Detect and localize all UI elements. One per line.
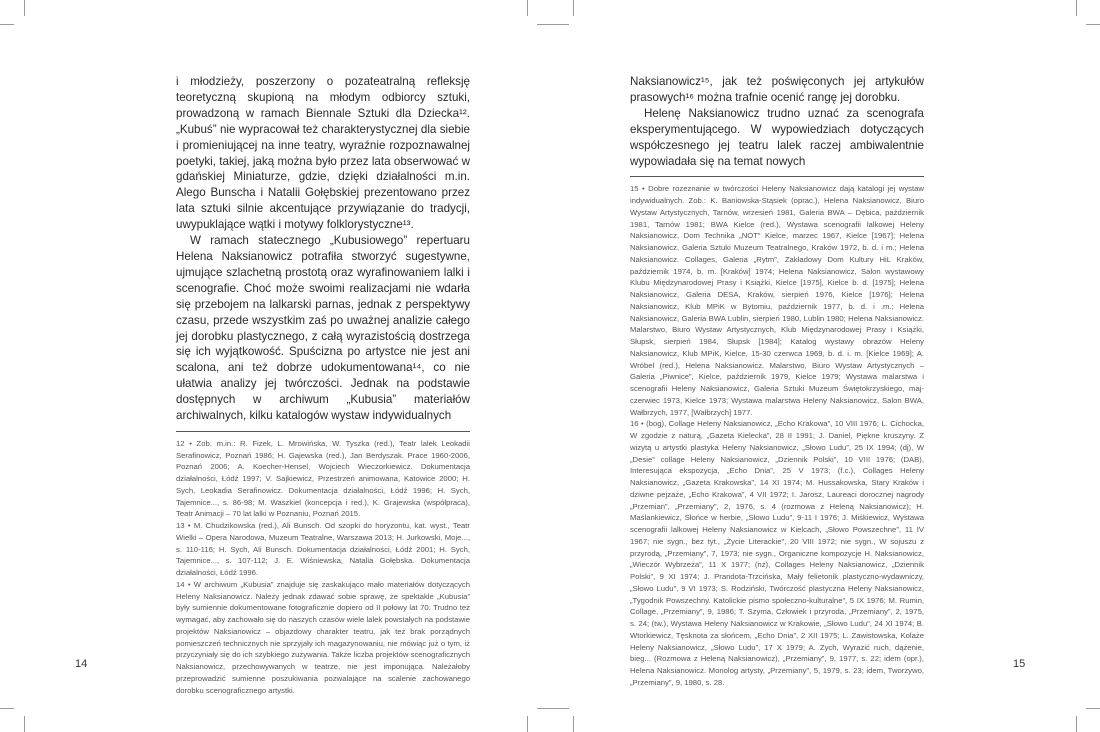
footnote: 16 • (bog), Collage Heleny Naksianowicz, „Echo Krakowa”, 10 VIII 1976; L. Cichocka, W zgodzie z naturą, „Gazeta Kielecka”, 28 II 1991; J. Daniel, Piękne kruszyny. Z wizytą u artystki plastyka Heleny Naksianowicz, „Słowo Ludu”, 25 IX 1994; (dj), W „Desie” collage Heleny Naksianowicz, „Dziennik Polski”, 10 VIII 1976; (DAB), Interesująca ekspozycja, „Echo Dnia”, 25 V 1973; (f.c.), Collages Heleny Naksianowicz, „Gazeta Krakowska”, 14 XI 1974; M. Hussakowska, Stary Kraków i dziwne pejzaże, „Echo Krakowa”, 4 VII 1972; I. Jarosz, Laureaci dorocznej nagrody „Przemian”, „Przemiany”, 2, 1976, s. 4 (rozmowa z Heleną Naksianowicz); H. Maślankiewicz, Słońce w herbie, „Słowo Ludu”, 9-11 I 1976; J. Miśkiewicz, Wystawa scenografii lalkowej Heleny Naksianowicz w Kielcach, „Słowo Powszechne”, 11 IV 1967; nie sygn., bez tyt., „Życie Literackie”, 20 VIII 1972; nie sygn., W sojuszu z przyrodą, „Przemiany”, 7, 1973; nie sygn., Organiczne kompozycje H. Naksianowicz, „Wieczór Wybrzeża”, 11 X 1977; (nz), Collages Heleny Naksianowicz, „Dziennik Polski”, 9 XI 1974; J. Prandota-Trzcińska, Mały felietonik plastyczno-wydawniczy, „Słowo Ludu”, 9 VI 1973; S. Rodziński, Twórczość plastyczna Heleny Naksianowicz, „Tygodnik Powszechny. Katolickie pismo społeczno-kulturalne”, 5 IX 1976; M. Rumin, Collage, „Przemiany”, 9, 1986; T. Szyma, Człowiek i przyroda, „Przemiany”, 2, 1975, s. 24; (tw.), Wystawa Heleny Naksianowicz w Krakowie, „Słowo Ludu”, 24 XI 1974; B. Wtorkiewicz, Tęsknota za słońcem, „Echo Dnia”, 2 XII 1975; L. Zawistowska, Kolaże Heleny Naksianowicz, „Słowo Ludu”, 17 X 1979; A. Zych, Wyrazić ruch, dążenie, bieg... (Rozmowa z Heleną Naksianowicz), „Przemiany”, 9, 1977, s. 22; idem (opr.), Helena Naksianowicz. Monolog artysty, „Przemiany”, 5, 1979, s. 23; idem, Tworzywo, „Przemiany”, 9, 1980, s. 28. <box>630 419 924 687</box>
crop-mark <box>527 0 528 16</box>
footnote-separator <box>176 431 470 432</box>
crop-mark <box>527 716 528 732</box>
body-paragraph: Naksianowicz¹⁵, jak też poświęconych jej artykułów prasowych¹⁶ można trafnie ocenić rangę jej dorobku. <box>630 75 924 104</box>
left-footnotes <box>176 438 470 697</box>
crop-mark <box>537 24 569 25</box>
crop-mark <box>0 24 14 25</box>
crop-mark <box>1086 708 1100 709</box>
crop-mark <box>0 708 14 709</box>
footnote: 12 • Zob. m.in.: R. Fizek, L. Mrowińska, W. Tyszka (red.), Teatr lalek Leokadii Serafinowicz, Poznań 1986; H. Gajewska (red.), Jan Berdyszak. Prace 1960-2006, Poznań 2006; A. Koecher-Hensel, Wojciech Wieczorkiewicz. Dokumentacja działalności, Łódź 1997; V. Sajkiewicz, Przestrzeń animowana, Katowice 2000; H. Sych, Leokadia Serafinowicz. Dokumentacja działalności, Łódź 1996; H. Sych, Tajemnice..., s. 86-98; M. Waszkiel (koncepcja i red.), K. Grajewska (współpraca), Teatr Animacji – 70 lat lalki w Poznaniu, Poznań 2015. <box>176 438 470 519</box>
footnote: 14 • W archiwum „Kubusia” znajduje się zaskakująco mało materiałów dotyczących Heleny Naksianowicz. Należy jednak zdawać sobie sprawę, że spektakle „Kubusia” były sumiennie dokumentowane fotograficznie dopiero od II połowy lat 70. Trudno też wymagać, aby zachowało się do naszych czasów wiele lalek powstałych na podstawie projektów Naksianowicz – objazdowy charakter teatru, jak też brak porządnych pomieszczeń technicznych nie sprzyjały ich magazynowaniu, nie mówiąc już o tym, iż przyczyniały się do ich szybkiego zużywania. Także liczba projektów scenograficznych Naksianowicz, przechowywanych w teatrze, nie jest imponująca. Należałoby przeprowadzić sumienne poszukiwania pozwalające na scalenie zachowanego dorobku scenograficznego artystki. <box>176 579 470 695</box>
right-body-text <box>630 74 924 169</box>
crop-mark <box>24 0 25 16</box>
crop-mark <box>24 716 25 732</box>
crop-mark <box>1076 716 1077 732</box>
page-number-left: 14 <box>75 658 88 670</box>
body-paragraph: Helenę Naksianowicz trudno uznać za scenografa eksperymentującego. W wypowiedziach dotyczących współczesnego jej teatru lalek raczej ambiwalentnie wypowiadała się na temat nowych <box>630 106 924 168</box>
footnote: 15 • Dobre rozeznanie w twórczości Heleny Naksianowicz dają katalogi jej wystaw indywidualnych. Zob.: K. Baniowska-Stąsiek (oprac.), Helena Naksianowicz, Biuro Wystaw Artystycznych, Tarnów, wrzesień 1981, Galeria BWA – Dębica, październik 1981, Tarnów 1981; BWA Kielce (red.), Wystawa scenografii lalkowej Heleny Naksianowicz, Dom Technika „NOT” Kielce, marzec 1967, Kielce [1967]; Helena Naksianowicz, Galeria Sztuki Muzeum Teatralnego, Kraków 1972, b. d. i m.; Helena Naksianowicz. Collages, Galeria „Rytm”, Zakładowy Dom Kultury HiL Kraków, październik 1974, b. m. [Kraków] 1974; Helena Naksianowicz, Salon wystawowy Klubu Międzynarodowej Prasy i Książki, Kielce [1975], Kielce b. d. [1975]; Helena Naksianowicz, Galeria DESA, Kraków, sierpień 1976, Kielce [1976]; Helena Naksianowicz, Klub MPiK w Bytomiu, październik 1977, b. d. i .m.; Helena Naksianowicz, Galeria BWA Lublin, sierpień 1980, Lublin 1980; Helena Naksianowicz. Malarstwo, Biuro Wystaw Artystycznych, Klub Międzynarodowej Prasy i Książki, Słupsk, sierpień 1984, Słupsk [1984]; Katalog wystawy obrazów Heleny Naksianowicz, Klub MPiK, Kielce, 15-30 czerwca 1969, b. d. i. m. [Kielce 1969]; A. Wróbel (red.), Helena Naksianowicz. Malarstwo, Biuro Wystaw Artystycznych – Galeria „Piwnice”, Kielce, październik 1979, Kielce 1979; Wystawa malarstwa i scenografii Heleny Naksianowicz, Galeria Sztuki Muzeum Świętokrzyskiego, maj-czerwiec 1973, Kielce 1973; Wystawa malarstwa Heleny Naksianowicz, Salon BWA, Wałbrzych, 1977, [Wałbrzych] 1977. <box>630 184 924 417</box>
right-page <box>630 74 924 689</box>
left-body-text <box>176 74 470 424</box>
crop-mark <box>573 0 574 16</box>
footnote-separator <box>630 176 924 177</box>
footnote: 13 • M. Chudzikowska (red.), Ali Bunsch. Od szopki do horyzontu, kat. wyst., Teatr Wielki – Opera Narodowa, Muzeum Teatralne, Warszawa 2013; H. Jurkowski, Moje..., s. 110-116; H. Sych, Ali Bunsch. Dokumentacja działalności, Łódź 2001; H. Sych, Tajemnice..., s. 107-112; J. E. Wiśniewska, Natalia Gołębska. Dokumentacja działalności, Łódź 1996. <box>176 521 470 578</box>
left-page <box>176 74 470 696</box>
crop-mark <box>1076 0 1077 16</box>
crop-mark <box>537 708 569 709</box>
right-footnotes <box>630 183 924 688</box>
page-number-right: 15 <box>1013 658 1026 670</box>
body-paragraph: i młodzieży, poszerzony o pozateatralną refleksję teoretyczną skupioną na młodym odbiorcy sztuki, prowadzoną w ramach Biennale Sztuki dla Dziecka¹². „Kubuś” nie wypracował też charakterystycznej dla siebie i promieniującej na inne teatry, wyraźnie rozpoznawalnej poetyki, takiej, jaką można było przez lata obserwować w gdańskiej Miniaturze, gdzie, dzięki działalności m.in. Alego Bunscha i Natalii Gołębskiej prezentowano przez lata sztuki silnie akcentujące przywiązanie do tradycji, uwypuklające wątki i motywy folklorystyczne¹³. <box>176 75 470 232</box>
crop-mark <box>573 716 574 732</box>
body-paragraph: W ramach statecznego „Kubusiowego” repertuaru Helena Naksianowicz potrafiła stworzyć sugestywne, ujmujące szlachetną prostotą oraz wyrafinowaniem lalki i scenografie. Choć może swoimi realizacjami nie wdarła się przebojem na lalkarski parnas, jednak z perspektywy czasu, przede wszystkim zaś po uważnej analizie całego jej dorobku plastycznego, z całą wyrazistością dostrzega się ich wyjątkowość. Spuścizna po artystce nie jest ani scalona, ani też dobrze udokumentowana¹⁴, co nie ułatwia analizy jej twórczości. Jednak na podstawie dostępnych w archiwum „Kubusia” materiałów archiwalnych, kilku katalogów wystaw indywidualnych <box>176 234 470 423</box>
crop-mark <box>1086 24 1100 25</box>
